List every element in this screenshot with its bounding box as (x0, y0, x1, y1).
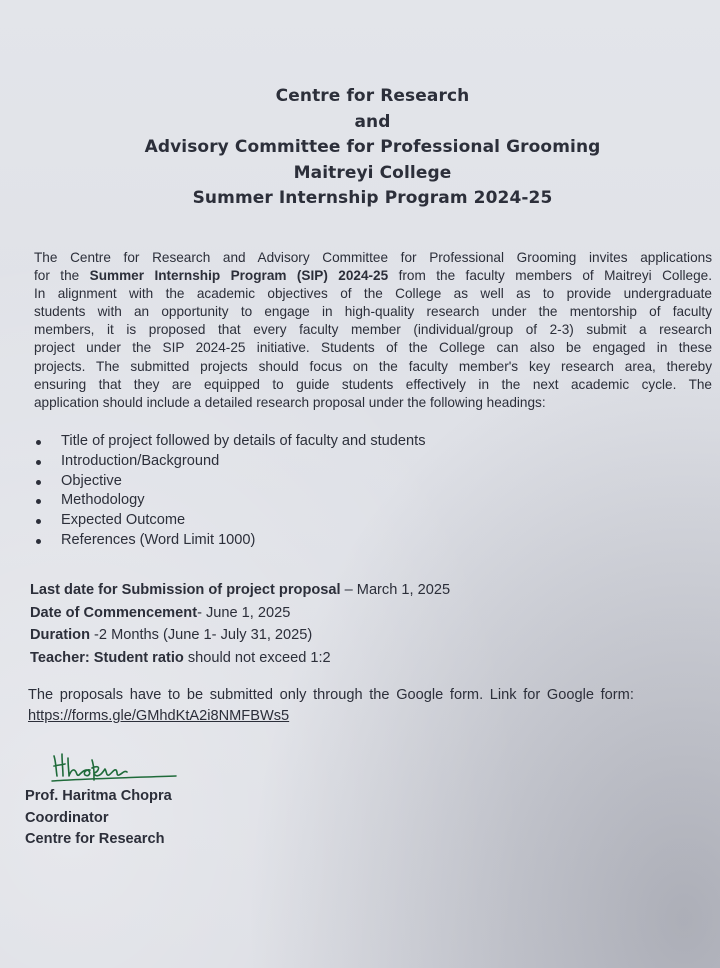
list-item: Introduction/Background (34, 452, 426, 472)
header-line-centre: Centre for Research (275, 86, 470, 106)
signatory-unit: Centre for Research (25, 831, 165, 847)
intro-line: projects. The submitted projects should focus on the faculty member's key research area, thereby (34, 358, 712, 374)
last-date-label: Last date for Submission of project proposal (30, 582, 341, 598)
signatory-name: Prof. Haritma Chopra (25, 788, 172, 804)
header-line-and: and (354, 111, 391, 132)
document-header (0, 84, 720, 212)
list-item: Methodology (34, 491, 426, 511)
submission-text: The proposals have to be submitted only through the Google form. Link for Google form: (28, 687, 634, 703)
submission-instructions (28, 685, 720, 727)
header-line-program: Summer Internship Program 2024-25 (192, 188, 553, 208)
intro-paragraph (34, 249, 712, 412)
intro-line: The Centre for Research and Advisory Committee for Professional Grooming invites applications (34, 250, 712, 265)
intro-line: project under the SIP 2024-25 initiative. Students of the College can also be engaged in these (34, 340, 712, 356)
ratio-line (30, 647, 450, 670)
intro-line: In alignment with the academic objectives of the College as well as to provide undergraduate (34, 286, 712, 302)
header-line-committee: Advisory Committee for Professional Grooming (144, 137, 601, 157)
commencement-line (30, 602, 450, 625)
proposal-headings-list (34, 432, 426, 551)
list-item: References (Word Limit 1000) (34, 531, 426, 551)
signatory-block (25, 786, 172, 851)
duration-value: -2 Months (June 1- July 31, 2025) (90, 627, 313, 643)
last-date-value: – March 1, 2025 (340, 582, 451, 598)
commencement-value: - June 1, 2025 (197, 604, 291, 621)
key-dates (30, 579, 450, 669)
intro-text: for the (34, 268, 90, 284)
commencement-label: Date of Commencement (30, 604, 198, 621)
list-item: Objective (34, 472, 426, 492)
google-form-link[interactable]: https://forms.gle/GMhdKtA2i8NMFBWs5 (28, 708, 290, 724)
signature-image (48, 748, 183, 788)
ratio-label: Teacher: Student ratio (30, 649, 184, 666)
last-date-line (30, 579, 450, 602)
intro-line (34, 267, 712, 285)
list-item: Expected Outcome (34, 511, 426, 531)
list-item: Title of project followed by details of faculty and students (34, 432, 426, 452)
program-name: Summer Internship Program (SIP) 2024-25 (89, 268, 389, 284)
header-line-college: Maitreyi College (293, 162, 452, 183)
signatory-role: Coordinator (25, 809, 109, 826)
ratio-value: should not exceed 1:2 (183, 649, 331, 666)
duration-line (30, 624, 450, 647)
intro-line: application should include a detailed research proposal under the following headings: (34, 394, 546, 410)
intro-line: ensuring that they are equipped to guide students effectively in the next academic cycle. The (34, 376, 712, 392)
duration-label: Duration (30, 627, 90, 643)
intro-line: members, it is proposed that every faculty member (individual/group of 2-3) submit a research (34, 322, 712, 338)
intro-text: from the faculty members of Maitreyi College. (388, 268, 712, 284)
intro-line: students with an opportunity to engage in high-quality research under the mentorship of faculty (34, 304, 712, 320)
